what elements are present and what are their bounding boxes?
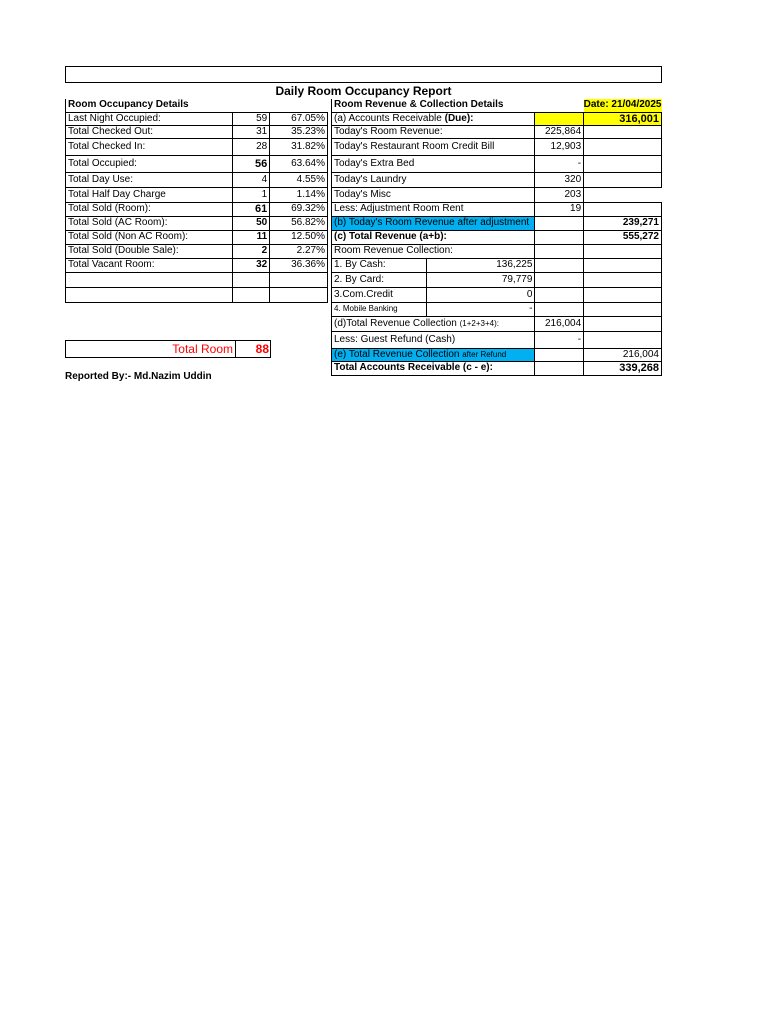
table-row [332, 155, 662, 172]
row-label: 3.Com.Credit [332, 287, 427, 302]
row-value: 216,004 [584, 348, 662, 361]
row-value: - [427, 302, 535, 316]
table-row [332, 187, 662, 202]
total-room-value: 88 [255, 342, 269, 356]
row-label: Total Half Day Charge [66, 187, 233, 202]
collection-label: (d)Total Revenue Collection [334, 317, 460, 329]
table-row [332, 258, 662, 272]
row-value: 79,779 [427, 272, 535, 287]
row-label: 4. Mobile Banking [332, 302, 427, 316]
report-date [584, 99, 662, 112]
row-count: 50 [233, 216, 270, 230]
collection-label-small: (1+2+3+4): [459, 318, 499, 328]
row-percent: 36.36% [270, 258, 328, 272]
total-room-divider [235, 340, 236, 358]
table-row [66, 244, 328, 258]
row-percent: 56.82% [270, 216, 328, 230]
header-empty-row [65, 66, 662, 83]
table-row [332, 172, 662, 187]
report-date-text: Date: 21/04/2025 [583, 99, 662, 111]
row-value: 12,903 [535, 138, 584, 155]
row-percent: 63.64% [270, 155, 328, 172]
table-row [66, 258, 328, 272]
row-label: Total Sold (Non AC Room): [66, 230, 233, 244]
row-label: Total Occupied: [66, 155, 233, 172]
table-row [332, 138, 662, 155]
row-count: 56 [233, 155, 270, 172]
table-row [332, 216, 662, 230]
row-percent: 12.50% [270, 230, 328, 244]
row-count: 1 [233, 187, 270, 202]
row-value: 339,268 [584, 361, 662, 375]
table-row [332, 272, 662, 287]
row-label: (b) Today's Room Revenue after adjustment [332, 216, 535, 230]
table-row [66, 172, 328, 187]
table-row [332, 316, 662, 331]
row-percent: 67.05% [270, 112, 328, 125]
row-percent: 35.23% [270, 125, 328, 138]
total-room-label: Total Room [172, 342, 233, 356]
row-label: Today's Extra Bed [332, 155, 535, 172]
row-percent: 1.14% [270, 187, 328, 202]
row-label: Total Sold (Double Sale): [66, 244, 233, 258]
table-row [332, 244, 662, 258]
row-percent: 4.55% [270, 172, 328, 187]
table-row [332, 202, 662, 216]
row-label: Today's Restaurant Room Credit Bill [332, 138, 535, 155]
row-label [332, 348, 535, 361]
ar-label-a: (a) Accounts Receivable [334, 112, 445, 124]
row-percent: 31.82% [270, 138, 328, 155]
table-row [66, 138, 328, 155]
row-value: 19 [535, 202, 584, 216]
table-row [332, 287, 662, 302]
revenue-header-row [332, 99, 662, 112]
refund-label: (e) Total Revenue Collection [334, 348, 463, 360]
row-label: 2. By Card: [332, 272, 427, 287]
row-label: Less: Adjustment Room Rent [332, 202, 535, 216]
row-label: Total Checked Out: [66, 125, 233, 138]
row-label: Total Day Use: [66, 172, 233, 187]
row-value: - [535, 155, 584, 172]
occupancy-table [65, 99, 328, 303]
collection-header: Room Revenue Collection: [332, 244, 535, 258]
row-count: 59 [233, 112, 270, 125]
row-count: 28 [233, 138, 270, 155]
row-count: 4 [233, 172, 270, 187]
empty-row [66, 287, 328, 302]
row-value: 555,272 [584, 230, 662, 244]
row-label: Last Night Occupied: [66, 112, 233, 125]
row-label: Less: Guest Refund (Cash) [332, 331, 535, 348]
row-label: 1. By Cash: [332, 258, 427, 272]
row-label: Today's Laundry [332, 172, 535, 187]
row-label: Total Sold (Room): [66, 202, 233, 216]
occupancy-header: Room Occupancy Details [66, 99, 328, 112]
row-label: Total Checked In: [66, 138, 233, 155]
accounts-receivable-value: 316,001 [584, 112, 662, 125]
row-value: 0 [427, 287, 535, 302]
table-row [66, 187, 328, 202]
table-row [332, 125, 662, 138]
row-label [332, 316, 535, 331]
empty-row [66, 272, 328, 287]
table-row [332, 112, 662, 125]
row-percent: 69.32% [270, 202, 328, 216]
revenue-header: Room Revenue & Collection Details [332, 99, 584, 112]
refund-label-small: after Refund [462, 349, 507, 359]
revenue-table [331, 99, 662, 376]
reported-by: Reported By:- Md.Nazim Uddin [65, 371, 212, 382]
table-row [332, 230, 662, 244]
row-value: 136,225 [427, 258, 535, 272]
table-row [66, 202, 328, 216]
report-title: Daily Room Occupancy Report [275, 84, 452, 98]
table-row [66, 112, 328, 125]
row-value: 320 [535, 172, 584, 187]
row-label: Total Vacant Room: [66, 258, 233, 272]
table-row [66, 216, 328, 230]
row-label: Today's Room Revenue: [332, 125, 535, 138]
row-count: 61 [233, 202, 270, 216]
row-percent: 2.27% [270, 244, 328, 258]
row-count: 2 [233, 244, 270, 258]
row-label: Total Sold (AC Room): [66, 216, 233, 230]
row-count: 32 [233, 258, 270, 272]
table-row [332, 348, 662, 361]
occupancy-header-row [66, 99, 328, 112]
table-row [66, 155, 328, 172]
row-value: 225,864 [535, 125, 584, 138]
row-label: Today's Misc [332, 187, 535, 202]
row-count: 11 [233, 230, 270, 244]
row-label: Total Accounts Receivable (c - e): [332, 361, 535, 375]
accounts-receivable-label [332, 112, 535, 125]
row-value: 216,004 [535, 316, 584, 331]
row-value: - [535, 331, 584, 348]
row-label: (c) Total Revenue (a+b): [332, 230, 535, 244]
table-row [66, 230, 328, 244]
row-value: 203 [535, 187, 584, 202]
table-row [332, 361, 662, 375]
ar-label-b: (Due): [444, 112, 474, 124]
row-count: 31 [233, 125, 270, 138]
row-value: 239,271 [584, 216, 662, 230]
table-row [332, 302, 662, 316]
table-row [66, 125, 328, 138]
table-row [332, 331, 662, 348]
